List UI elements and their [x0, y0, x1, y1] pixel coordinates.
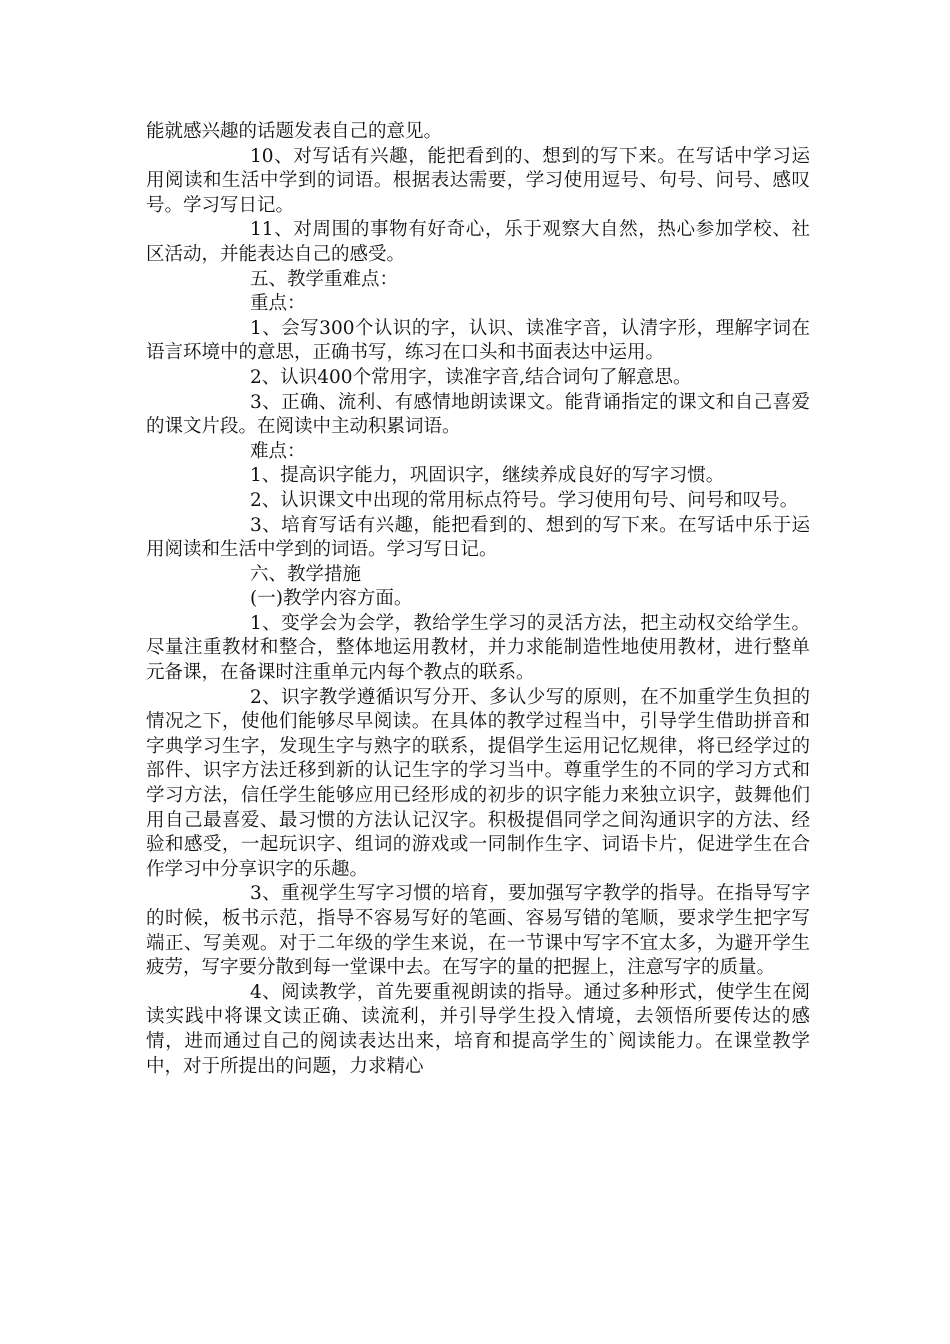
difficult-point-2: 2、认识课文中出现的常用标点符号。学习使用句号、问号和叹号。	[250, 489, 799, 511]
measure-3: 3、重视学生写字习惯的培育，要加强写字教学的指导。在指导写字的时候，板书示范，指导不容易写好的笔画、容易写错的笔顺，要求学生把字写端正、写美观。对于二年级的学生来说，在一节课中写字不宜太多，为避开学生疲劳，写字要分散到每一堂课中去。在写字的量的把握上，注意写字的质量。	[146, 883, 810, 979]
measure-2: 2、识字教学遵循识写分开、多认少写的原则，在不加重学生负担的情况之下，使他们能够尽早阅读。在具体的教学过程当中，引导学生借助拼音和字典学习生字，发现生字与熟字的联系，提倡学生运用记忆规律，将已经学过的部件、识字方法迁移到新的认记生字的学习当中。尊重学生的不同的学习方式和学习方法，信任学生能够应用已经形成的初步的识字能力来独立识字，鼓舞他们用自己最喜爱、最习惯的方法认记汉字。积极提倡同学之间沟通识字的方法、经验和感受，一起玩识字、组词的游戏或一同制作生字、词语卡片，促进学生在合作学习中分享识字的乐趣。	[146, 686, 810, 880]
section-heading-teaching-measures: 六、教学措施	[250, 563, 362, 585]
measure-4: 4、阅读教学，首先要重视朗读的指导。通过多种形式，使学生在阅读实践中将课文读正确、读流利，并引导学生投入情境，去领悟所要传达的感情，进而通过自己的阅读表达出来，培育和提高学生的`阅读能力。在课堂教学中，对于所提出的问题，力求精心	[146, 981, 810, 1077]
document-body	[146, 120, 810, 1079]
paragraph-item-11: 11、对周围的事物有好奇心，乐于观察大自然，热心参加学校、社区活动，并能表达自己的感受。	[146, 219, 810, 265]
difficult-point-1: 1、提高识字能力，巩固识字，继续养成良好的写字习惯。	[250, 465, 725, 487]
key-point-2: 2、认识400个常用字，读准字音,结合词句了解意思。	[250, 366, 692, 388]
subheading-teaching-content: (一)教学内容方面。	[250, 588, 413, 610]
subheading-key-points: 重点：	[250, 293, 306, 315]
section-heading-key-difficult-points: 五、教学重难点：	[250, 268, 399, 290]
difficult-point-3: 3、培育写话有兴趣，能把看到的、想到的写下来。在写话中乐于运用阅读和生活中学到的词语。学习写日记。	[146, 514, 810, 561]
key-point-1: 1、会写300个认识的字，认识、读准字音，认清字形，理解字词在语言环境中的意思，正确书写，练习在口头和书面表达中运用。	[146, 317, 810, 364]
subheading-difficult-points: 难点：	[250, 440, 306, 462]
measure-1: 1、变学会为会学，教给学生学习的灵活方法，把主动权交给学生。尽量注重教材和整合，整体地运用教材，并力求能制造性地使用教材，进行整单元备课，在备课时注重单元内每个教点的联系。	[146, 612, 810, 684]
paragraph-item-10: 10、对写话有兴趣，能把看到的、想到的写下来。在写话中学习运用阅读和生活中学到的词语。根据表达需要，学习使用逗号、句号、问号、感叹号。学习写日记。	[146, 145, 810, 216]
key-point-3: 3、正确、流利、有感情地朗读课文。能背诵指定的课文和自己喜爱的课文片段。在阅读中主动积累词语。	[146, 391, 810, 438]
paragraph-continuation: 能就感兴趣的话题发表自己的意见。	[146, 121, 443, 142]
